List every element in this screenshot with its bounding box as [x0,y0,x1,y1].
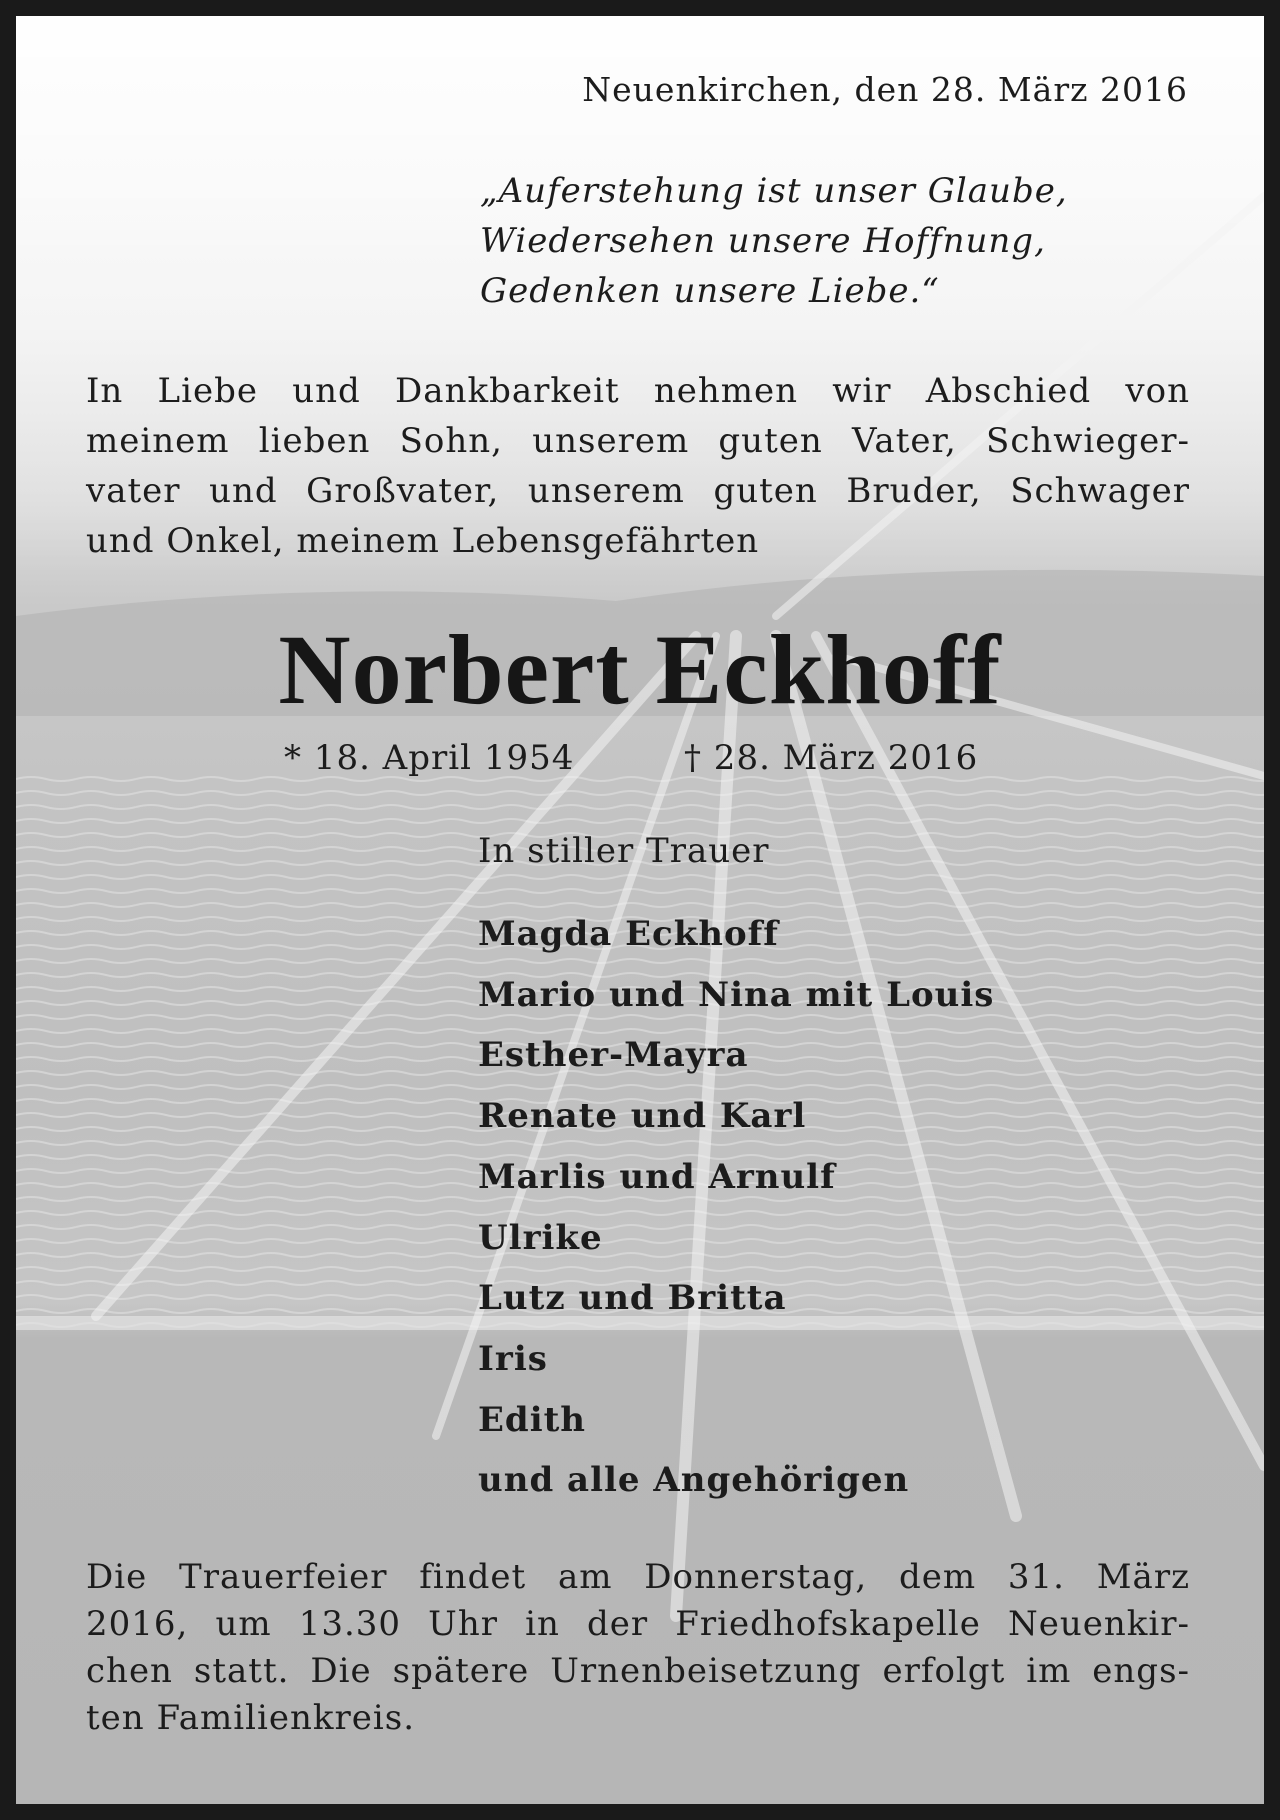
mourner-item: Esther-Mayra [478,1035,749,1076]
motto-line: Wiedersehen unsere Hoffnung, [480,221,1046,261]
intro-line: vater und Großvater, unserem guten Bruder, Schwager [86,471,1190,511]
deceased-name: Norbert Eckhoff [278,614,1002,725]
mourner-item: Renate und Karl [478,1096,807,1137]
intro-line: In Liebe und Dankbarkeit nehmen wir Abschied von [86,371,1190,411]
mourner-item: Edith [478,1399,587,1440]
mourner-item: Mario und Nina mit Louis [478,974,995,1015]
funeral-notice [86,1554,1190,1742]
funeral-line: chen statt. Die spätere Urnenbeisetzung erfolgt im engs- [86,1651,1190,1691]
intro-line: meinem lieben Sohn, unserem guten Vater, Schwieger- [86,421,1190,461]
motto-quote [480,166,1068,316]
mourner-item: Lutz und Britta [478,1278,787,1319]
intro-line: und Onkel, meinem Lebensgefährten [86,521,760,561]
motto-line: „Auferstehung ist unser Glaube, [480,171,1068,211]
motto-line: Gedenken unsere Liebe.“ [480,271,940,311]
death-date: † 28. März 2016 [684,738,979,778]
mourner-item: Ulrike [478,1217,603,1258]
grief-line: In stiller Trauer [478,831,770,871]
mourner-item: Iris [478,1338,548,1379]
funeral-line: Die Trauerfeier findet am Donnerstag, dem 31. März [86,1557,1190,1597]
intro-paragraph [86,366,1190,566]
funeral-line: ten Familienkreis. [86,1698,416,1738]
mourner-item: und alle Angehörigen [478,1460,910,1501]
obituary-card [16,16,1264,1804]
mourners-list [478,904,994,1511]
funeral-line: 2016, um 13.30 Uhr in der Friedhofskapelle Neuenkir- [86,1604,1190,1644]
date-line: Neuenkirchen, den 28. März 2016 [582,70,1188,109]
mourner-item: Magda Eckhoff [478,914,779,954]
birth-date: * 18. April 1954 [284,738,575,778]
mourner-item: Marlis und Arnulf [478,1156,836,1197]
